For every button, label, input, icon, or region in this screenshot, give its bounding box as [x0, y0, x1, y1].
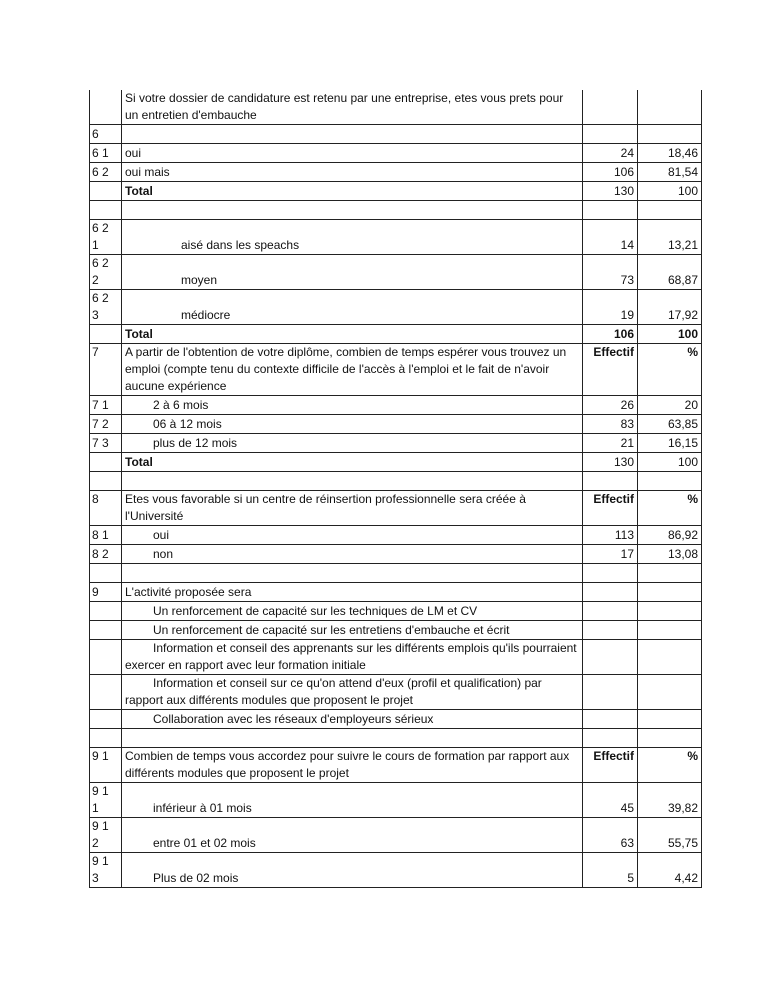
row-effectif [583, 729, 638, 748]
row-percent: 55,75 [638, 818, 702, 853]
row-code-text: 9 1 [92, 749, 109, 763]
row-code-text: 6 1 [92, 146, 109, 160]
table-row [90, 526, 702, 545]
row-code [90, 144, 122, 163]
row-label: Information et conseil sur ce qu'on attend d'eux (profil et qualification) par rapport aux différents modules que proposent le projet [122, 675, 583, 710]
row-label [122, 729, 583, 748]
table-row [90, 344, 702, 396]
row-effectif: 45 [583, 783, 638, 818]
row-effectif: 130 [583, 453, 638, 472]
row-code [90, 818, 122, 853]
table-row [90, 640, 702, 675]
row-code [90, 564, 122, 583]
row-code [90, 125, 122, 144]
row-effectif [583, 90, 638, 125]
row-code [90, 783, 122, 818]
row-percent: 20 [638, 396, 702, 415]
row-code [90, 583, 122, 602]
row-percent [638, 472, 702, 491]
row-label: aisé dans les speachs [122, 220, 583, 255]
table-row [90, 125, 702, 144]
row-code [90, 675, 122, 710]
row-percent: 13,08 [638, 545, 702, 564]
row-percent: 81,54 [638, 163, 702, 182]
row-effectif: 106 [583, 325, 638, 344]
row-effectif: 19 [583, 290, 638, 325]
row-code [90, 325, 122, 344]
table-row [90, 201, 702, 220]
row-effectif: 113 [583, 526, 638, 545]
table-row [90, 472, 702, 491]
row-percent [638, 201, 702, 220]
row-label: Total [122, 182, 583, 201]
row-label [122, 125, 583, 144]
row-code [90, 344, 122, 396]
table-row [90, 818, 702, 853]
table-row [90, 621, 702, 640]
row-effectif [583, 640, 638, 675]
row-code [90, 748, 122, 783]
row-label: plus de 12 mois [122, 434, 583, 453]
row-code [90, 472, 122, 491]
row-effectif: 73 [583, 255, 638, 290]
row-percent: 63,85 [638, 415, 702, 434]
row-label: 2 à 6 mois [122, 396, 583, 415]
table-row [90, 255, 702, 290]
row-label: entre 01 et 02 mois [122, 818, 583, 853]
row-label: Total [122, 325, 583, 344]
table-row [90, 415, 702, 434]
table-row [90, 491, 702, 526]
row-label: Plus de 02 mois [122, 853, 583, 888]
row-label: non [122, 545, 583, 564]
row-effectif: 106 [583, 163, 638, 182]
row-effectif: 21 [583, 434, 638, 453]
table-row [90, 564, 702, 583]
row-effectif: Effectif [583, 344, 638, 396]
row-code [90, 434, 122, 453]
row-effectif: 24 [583, 144, 638, 163]
row-effectif: 63 [583, 818, 638, 853]
row-code [90, 640, 122, 675]
row-label: oui [122, 526, 583, 545]
row-code [90, 90, 122, 125]
row-label: oui [122, 144, 583, 163]
table-row [90, 434, 702, 453]
row-effectif [583, 621, 638, 640]
row-percent: % [638, 344, 702, 396]
row-percent: 86,92 [638, 526, 702, 545]
row-percent [638, 602, 702, 621]
row-code-text: 9 1 3 [92, 854, 109, 885]
table-row [90, 783, 702, 818]
row-code [90, 255, 122, 290]
row-code [90, 729, 122, 748]
row-code-text: 7 2 [92, 417, 109, 431]
row-label [122, 201, 583, 220]
row-code-text: 8 1 [92, 528, 109, 542]
row-effectif [583, 201, 638, 220]
row-code [90, 453, 122, 472]
row-effectif [583, 472, 638, 491]
row-percent: 4,42 [638, 853, 702, 888]
row-code [90, 290, 122, 325]
row-effectif [583, 675, 638, 710]
table-row [90, 290, 702, 325]
row-effectif [583, 564, 638, 583]
row-percent [638, 640, 702, 675]
table-row [90, 710, 702, 729]
row-label: 06 à 12 mois [122, 415, 583, 434]
row-label: Un renforcement de capacité sur les techniques de LM et CV [122, 602, 583, 621]
row-label: L'activité proposée sera [122, 583, 583, 602]
table-row [90, 602, 702, 621]
row-code-text: 6 [92, 127, 99, 141]
row-effectif: 14 [583, 220, 638, 255]
row-code [90, 621, 122, 640]
row-label: inférieur à 01 mois [122, 783, 583, 818]
table-row [90, 325, 702, 344]
row-percent: 18,46 [638, 144, 702, 163]
table-row [90, 853, 702, 888]
row-code-text: 6 2 1 [92, 221, 109, 252]
row-code-text: 9 1 1 [92, 784, 109, 815]
row-effectif: 5 [583, 853, 638, 888]
row-code [90, 396, 122, 415]
row-percent: 39,82 [638, 783, 702, 818]
row-label: Combien de temps vous accordez pour suivre le cours de formation par rapport aux différents modules que proposent le projet [122, 748, 583, 783]
row-percent [638, 564, 702, 583]
row-label: Collaboration avec les réseaux d'employeurs sérieux [122, 710, 583, 729]
row-percent: % [638, 491, 702, 526]
row-effectif: 26 [583, 396, 638, 415]
table-body [90, 90, 702, 888]
row-percent [638, 621, 702, 640]
row-effectif: 130 [583, 182, 638, 201]
row-percent: 13,21 [638, 220, 702, 255]
row-code-text: 6 2 3 [92, 291, 109, 322]
row-effectif [583, 710, 638, 729]
row-code-text: 7 [92, 345, 99, 359]
row-percent [638, 675, 702, 710]
row-label: Etes vous favorable si un centre de réinsertion professionnelle sera créée à l'Université [122, 491, 583, 526]
row-code [90, 163, 122, 182]
row-code [90, 220, 122, 255]
row-code-text: 7 1 [92, 398, 109, 412]
row-code-text: 9 1 2 [92, 819, 109, 850]
row-code [90, 710, 122, 729]
row-effectif [583, 583, 638, 602]
row-code [90, 853, 122, 888]
row-label: Un renforcement de capacité sur les entretiens d'embauche et écrit [122, 621, 583, 640]
row-percent [638, 125, 702, 144]
row-code-text: 8 2 [92, 547, 109, 561]
row-percent: 17,92 [638, 290, 702, 325]
row-percent: 100 [638, 453, 702, 472]
row-percent [638, 90, 702, 125]
row-percent: % [638, 748, 702, 783]
table-row [90, 729, 702, 748]
table-row [90, 545, 702, 564]
table-row [90, 583, 702, 602]
table-row [90, 396, 702, 415]
row-percent [638, 710, 702, 729]
row-percent: 68,87 [638, 255, 702, 290]
table-row [90, 220, 702, 255]
row-code-text: 6 2 2 [92, 256, 109, 287]
row-code-text: 9 [92, 585, 99, 599]
table-row [90, 182, 702, 201]
row-code [90, 415, 122, 434]
row-effectif: Effectif [583, 748, 638, 783]
row-percent [638, 583, 702, 602]
row-code [90, 526, 122, 545]
row-label: Total [122, 453, 583, 472]
table-row [90, 90, 702, 125]
table-row [90, 748, 702, 783]
row-percent [638, 729, 702, 748]
table-row [90, 144, 702, 163]
row-label: oui mais [122, 163, 583, 182]
row-effectif: Effectif [583, 491, 638, 526]
row-percent: 16,15 [638, 434, 702, 453]
row-percent: 100 [638, 182, 702, 201]
row-effectif: 17 [583, 545, 638, 564]
row-label: A partir de l'obtention de votre diplôme, combien de temps espérer vous trouvez un emploi (compte tenu du contexte difficile de l'accès à l'emploi et le fait de n'avoir aucune expérience [122, 344, 583, 396]
row-code [90, 201, 122, 220]
row-label: Information et conseil des apprenants sur les différents emplois qu'ils pourraient exercer en rapport avec leur formation initiale [122, 640, 583, 675]
row-code [90, 602, 122, 621]
row-effectif [583, 602, 638, 621]
row-code-text: 8 [92, 492, 99, 506]
row-code-text: 7 3 [92, 436, 109, 450]
row-effectif: 83 [583, 415, 638, 434]
table-row [90, 163, 702, 182]
row-code-text: 6 2 [92, 165, 109, 179]
row-label: médiocre [122, 290, 583, 325]
row-label: moyen [122, 255, 583, 290]
table-row [90, 675, 702, 710]
row-label [122, 472, 583, 491]
row-percent: 100 [638, 325, 702, 344]
row-code [90, 182, 122, 201]
table-row [90, 453, 702, 472]
row-label [122, 564, 583, 583]
row-label: Si votre dossier de candidature est retenu par une entreprise, etes vous prets pour un entretien d'embauche [122, 90, 583, 125]
row-code [90, 545, 122, 564]
row-effectif [583, 125, 638, 144]
survey-results-table [89, 90, 702, 888]
row-code [90, 491, 122, 526]
